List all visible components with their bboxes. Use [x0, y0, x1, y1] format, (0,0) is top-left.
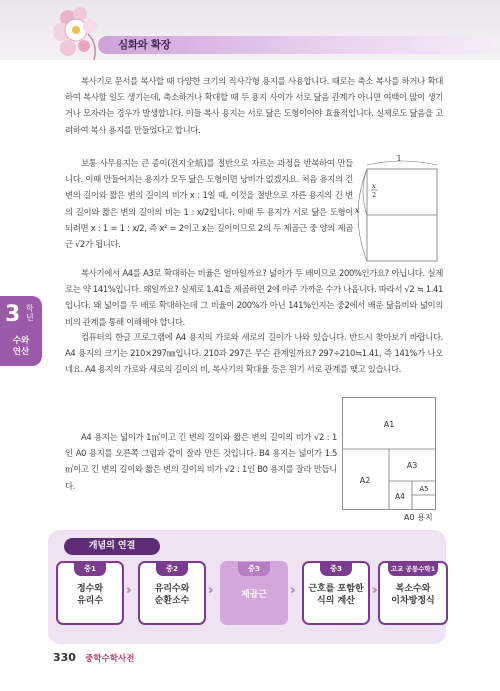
grade-number: 3 — [5, 302, 21, 327]
subject-label: 수와 연산 — [12, 336, 30, 357]
section-title-bar — [98, 36, 498, 54]
paragraph-4: 컴퓨터의 한글 프로그램에 A4 용지의 가로와 세로의 길이가 나와 있습니다. 반드시 찾아보기 바랍니다. A4 용지의 크기는 210×297㎜입니다. 210과 297은 무슨 관계일까요? 297÷210≒1.41, 즉 141%가 나오네요. A4 용지의 가로와 세로의 길이의 비, 복사기의 확대율 등은 원기 서로 관계를 맺고 있습니다. — [65, 332, 443, 375]
fig1-label-width: 1 — [396, 155, 402, 163]
concept-card-rationals — [138, 561, 206, 625]
paragraph-1: 복사기로 문서를 복사할 때 다양한 크기의 직사각형 용지를 사용합니다. 때로는 축소 복사를 하거나 확대하여 복사할 일도 생기는데, 축소하거나 확대할 때 두 용지 사이가 서로 닮음 관계가 아니면 여백이 많이 생기거나 모자라는 경우가 발생합니다. 이들 복사 용지는 서로 닮은 도형이어야 효율적입니다. 실제로도 닮음을 고려하여 복사 용지를 만들었다고 합니다. — [65, 76, 443, 135]
label-a1: A1 — [383, 420, 395, 429]
card-text: 근호를 포함한 식의 계산 — [308, 584, 364, 606]
card-badge: 중1 — [74, 562, 106, 576]
label-a4: A4 — [395, 492, 405, 501]
page-footer — [53, 651, 134, 664]
concept-card-complex-numbers — [378, 561, 448, 625]
card-badge: 중3 — [320, 562, 352, 576]
paragraph-1-block — [65, 73, 443, 138]
card-badge: 중3 — [238, 562, 270, 576]
card-text: 유리수와 순환소수 — [154, 584, 190, 606]
a-series-figure — [342, 397, 436, 527]
card-text: 제곱근 — [240, 590, 268, 600]
grade-suffix: 학 년 — [26, 304, 34, 322]
paragraph-4-block — [65, 329, 443, 378]
label-a5: A5 — [419, 485, 429, 493]
fig1-label-height: x — [355, 206, 360, 215]
card-text: 복소수와 이차방정식 — [391, 584, 435, 606]
page-number: 330 — [53, 651, 76, 664]
figure-caption: A0 용지 — [404, 513, 433, 522]
concept-card-square-roots — [220, 561, 288, 625]
label-a3: A3 — [406, 461, 418, 470]
paper-halving-figure — [355, 155, 441, 263]
card-text: 정수와 유리수 — [76, 584, 104, 606]
label-a2: A2 — [359, 476, 371, 485]
flower-illustration — [48, 4, 110, 66]
section-title: 심화와 확장 — [118, 39, 171, 51]
chapter-tab — [0, 296, 42, 366]
concept-connection-title: 개념의 연결 — [64, 538, 160, 555]
paragraph-2-block — [65, 155, 353, 252]
card-badge: 고교 공통수학1 — [388, 562, 438, 576]
publisher-name: 중학수학사전 — [85, 654, 135, 664]
paragraph-5-block — [65, 429, 337, 494]
paragraph-3-block — [65, 265, 443, 330]
fig1-label-half-num: x — [372, 182, 376, 190]
concept-card-integers — [56, 561, 124, 625]
concept-card-radical-expressions — [302, 561, 370, 625]
fig1-label-half-den: 2 — [372, 191, 377, 199]
paragraph-5: A4 용지는 넓이가 1㎡이고 긴 변의 길이와 짧은 변의 길이의 비가 √2 : 1인 A0 용지를 오른쪽 그림과 같이 잘라 만든 것입니다. B4 용지는 넓이가 1.5㎡이고 긴 변의 길이와 짧은 변의 길이의 비가 √2 : 1인 B0 용지를 잘라 만듭니다. — [65, 432, 337, 491]
card-badge: 중2 — [156, 562, 188, 576]
paragraph-2: 보통 사무용지는 큰 종이(전지全紙)를 절반으로 자르는 과정을 반복하여 만듭니다. 이때 만들어지는 용지가 모두 닮은 도형이면 낭비가 없겠지요. 처음 용지의 긴 변의 길이와 짧은 변의 길이의 비가 x : 1일 때, 이것을 절반으로 자른 용지의 긴 변의 길이와 짧은 변의 길이의 비는 1 : x/2입니다. 이때 두 용지가 서로 닮은 도형이 되려면 x : 1 = 1 : x/2, 즉 x² = 2이고 x는 길이이므로 2의 두 제곱근 중 양의 제곱근 √2가 됩니다. — [65, 158, 353, 250]
paragraph-3: 복사기에서 A4를 A3로 확대하는 비율은 얼마일까요? 넓이가 두 배이므로 200%인가요? 아닙니다. 실제로는 약 141%입니다. 왜일까요? 실제로 1.41을 제곱하면 2에 아주 가까운 수가 나옵니다. 따라서 √2 ≒ 1.41입니다. 왜 넓이를 두 배로 확대하는데 그 비율이 200%가 아닌 141%인지는 중2에서 배운 닮음비와 넓이의 비의 관계를 통해 이해해야 합니다. — [65, 268, 443, 327]
